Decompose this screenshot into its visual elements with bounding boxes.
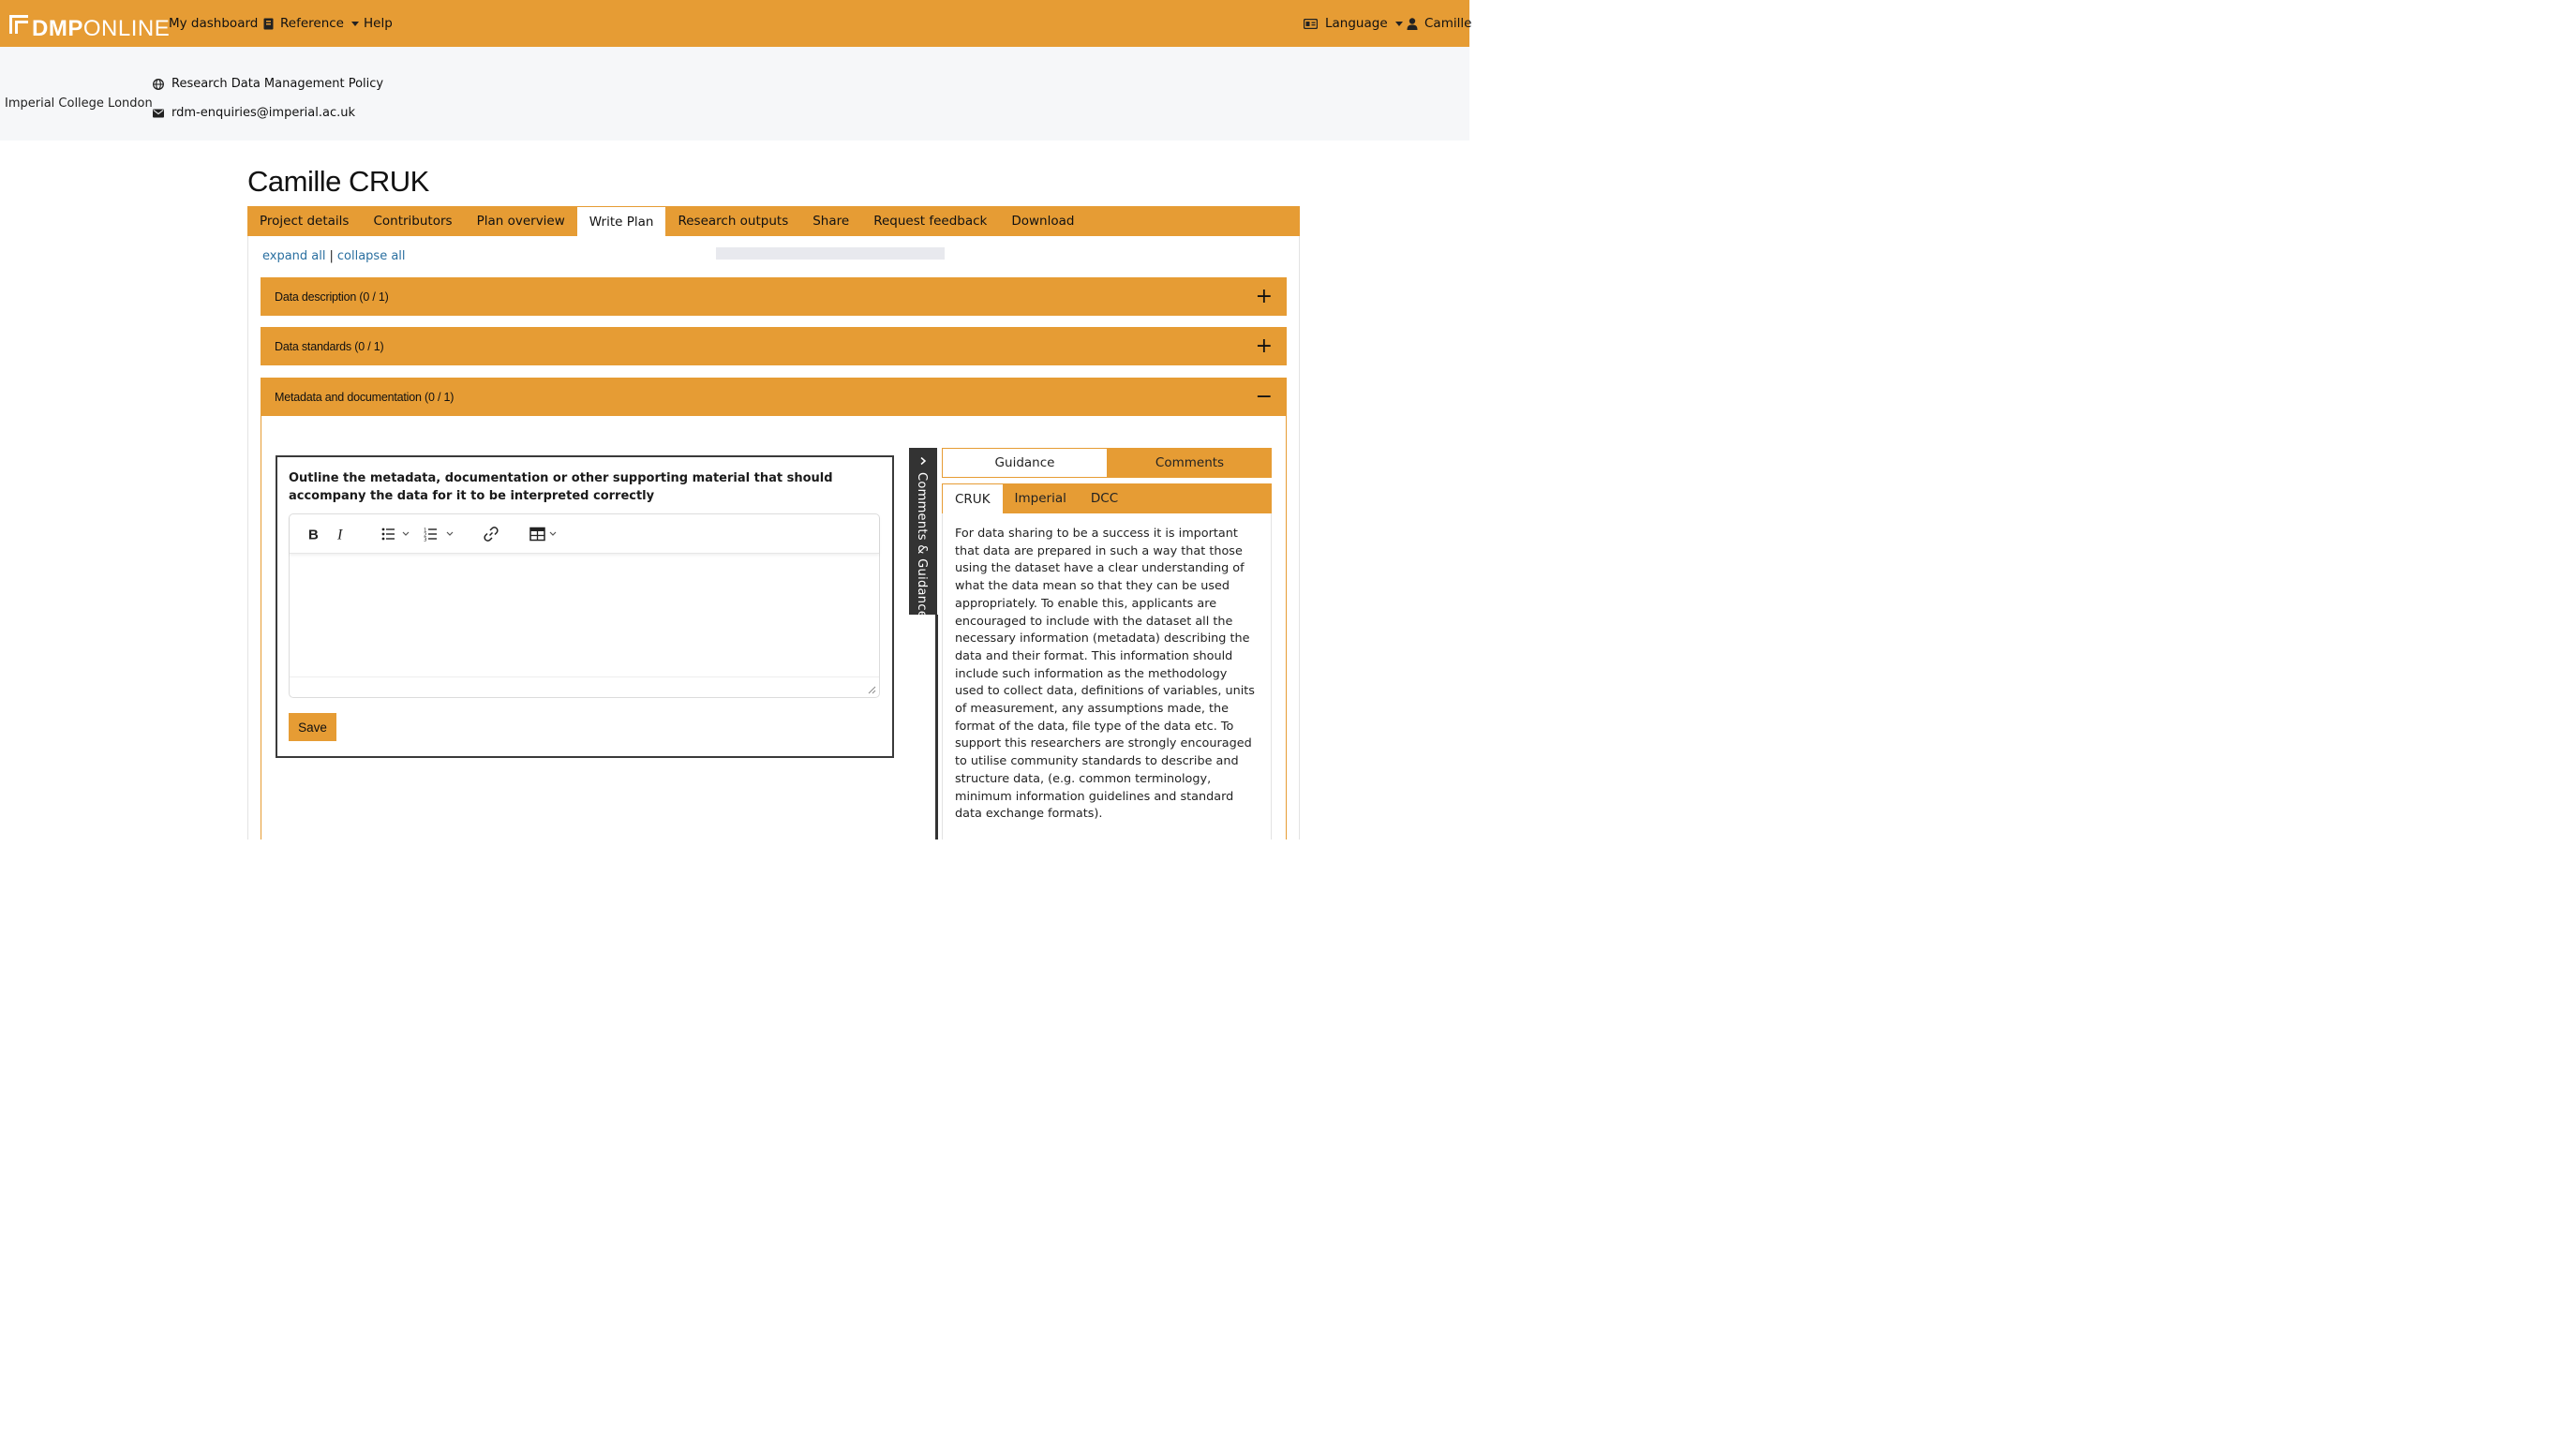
- section-title: Data standards (0 / 1): [275, 339, 384, 353]
- svg-text:2: 2: [424, 532, 427, 539]
- tab-write-plan[interactable]: Write Plan: [577, 207, 666, 236]
- plus-icon: +: [1255, 284, 1273, 308]
- email-link[interactable]: [153, 106, 355, 120]
- svg-text:1: 1: [424, 527, 427, 534]
- section-title: Metadata and documentation (0 / 1): [275, 390, 455, 404]
- envelope-icon: [153, 109, 164, 118]
- side-panel-tabs: [942, 448, 1272, 478]
- book-icon: [263, 18, 274, 30]
- nav-my-dashboard[interactable]: [169, 0, 258, 47]
- numbered-list-icon[interactable]: [424, 524, 455, 544]
- editor-statusbar: [290, 676, 879, 697]
- nav-user-menu[interactable]: [1407, 0, 1471, 47]
- tab-guidance-imperial[interactable]: Imperial: [1014, 491, 1066, 506]
- top-navbar: [0, 0, 1472, 47]
- section-title: Data description (0 / 1): [275, 290, 389, 304]
- chevron-right-icon: [918, 456, 928, 466]
- editor-content[interactable]: [290, 555, 879, 676]
- svg-text:I: I: [337, 527, 343, 542]
- expand-collapse-controls: [262, 249, 406, 263]
- nav-user-label: Camille: [1424, 16, 1472, 31]
- answer-editor[interactable]: [289, 513, 880, 698]
- email-link-label: rdm-enquiries@imperial.ac.uk: [171, 106, 355, 120]
- editor-toolbar: [290, 514, 879, 554]
- save-button[interactable]: Save: [289, 713, 336, 741]
- nav-reference-label: Reference: [280, 16, 344, 31]
- comments-guidance-label: Comments & Guidance: [915, 472, 929, 619]
- tab-research-outputs[interactable]: Research outputs: [678, 214, 789, 229]
- user-icon: [1407, 18, 1418, 30]
- plan-title: Camille CRUK: [247, 165, 429, 198]
- svg-text:3: 3: [424, 537, 427, 542]
- tab-guidance-dcc[interactable]: DCC: [1090, 491, 1119, 506]
- resize-handle-icon[interactable]: [868, 686, 876, 694]
- italic-icon[interactable]: [335, 524, 348, 544]
- org-name: Imperial College London: [5, 97, 153, 111]
- nav-dashboard-label[interactable]: My dashboard: [169, 16, 259, 31]
- language-icon: [1304, 19, 1318, 29]
- tab-download[interactable]: Download: [1011, 214, 1075, 229]
- globe-icon: [153, 79, 164, 90]
- nav-help-label[interactable]: Help: [364, 16, 393, 31]
- collapse-all-link[interactable]: collapse all: [336, 249, 406, 263]
- org-banner: [0, 47, 1469, 141]
- question-text: Outline the metadata, documentation or other supporting material that should accompany the data for it to be interpreted correctly: [289, 471, 833, 503]
- chevron-down-icon: [1395, 22, 1403, 26]
- nav-language-dropdown[interactable]: [1304, 0, 1403, 47]
- expand-all-link[interactable]: expand all: [262, 249, 326, 263]
- tab-request-feedback[interactable]: Request feedback: [873, 214, 988, 229]
- comments-guidance-toggle[interactable]: [909, 448, 937, 619]
- nav-help[interactable]: [364, 0, 393, 47]
- svg-text:B: B: [308, 527, 319, 542]
- chevron-down-icon: [351, 22, 359, 26]
- section-metadata-documentation[interactable]: [261, 378, 1287, 416]
- bulleted-list-icon[interactable]: [381, 524, 411, 544]
- plus-icon: +: [1255, 334, 1273, 358]
- section-data-description[interactable]: [261, 277, 1287, 316]
- section-data-standards[interactable]: [261, 327, 1287, 365]
- separator: |: [329, 249, 334, 263]
- nav-language-label: Language: [1325, 16, 1388, 31]
- progress-bar: [716, 247, 945, 260]
- logo-text: DMPONLINE: [32, 16, 171, 41]
- tab-guidance[interactable]: Guidance: [942, 448, 1108, 478]
- tab-share[interactable]: Share: [812, 214, 850, 229]
- minus-icon: −: [1255, 384, 1273, 409]
- tab-guidance-cruk[interactable]: CRUK: [943, 484, 1003, 513]
- tab-project-details[interactable]: Project details: [260, 214, 350, 229]
- dmponline-logo[interactable]: [9, 9, 170, 41]
- table-icon[interactable]: [529, 524, 561, 544]
- nav-reference-dropdown[interactable]: [263, 0, 359, 47]
- guidance-source-tabs: [942, 483, 1272, 513]
- tab-plan-overview[interactable]: Plan overview: [476, 214, 565, 229]
- side-panel-divider: [935, 615, 938, 839]
- bold-icon[interactable]: [306, 524, 320, 544]
- tab-comments[interactable]: Comments: [1108, 448, 1272, 478]
- link-icon[interactable]: [483, 524, 499, 544]
- policy-link-label: Research Data Management Policy: [171, 77, 384, 91]
- guidance-text: For data sharing to be a success it is important that data are prepared in such a way that those using the dataset have a clear understanding of what the data mean so that they can be used appropriately. To enable this, applicants are encouraged to include with the dataset all the necessary information (metadata) describing the data and their format. This information should include such information as the methodology used to collect data, definitions of variables, units of measurement, any assumptions made, the format of the data, file type of the data etc. To support this researchers are strongly encouraged to utilise community standards to describe and structure data, (e.g. common terminology, minimum information guidelines and standard data exchange formats).: [955, 527, 1255, 822]
- tab-contributors[interactable]: Contributors: [373, 214, 453, 229]
- policy-link[interactable]: [153, 77, 383, 91]
- plan-tabs: [247, 206, 1300, 236]
- logo-mark-icon: [9, 15, 30, 36]
